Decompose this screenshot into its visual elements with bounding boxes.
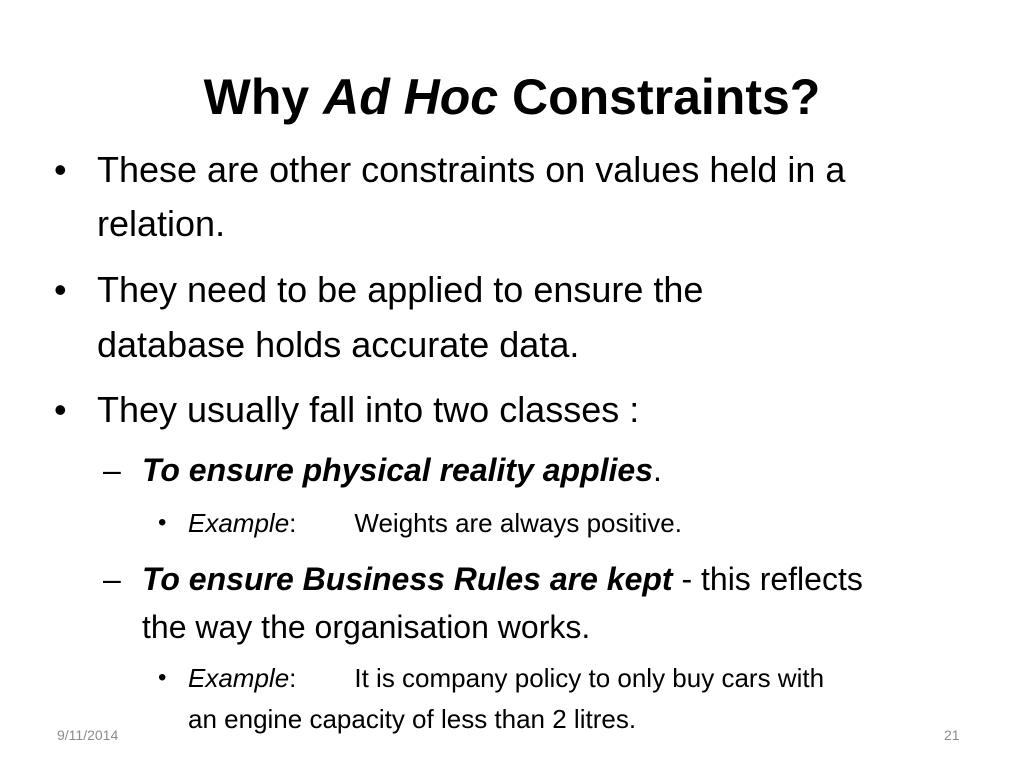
example-1-label: Example (188, 508, 290, 538)
sub-bullet-2-emphasis: To ensure Business Rules are kept (142, 561, 673, 597)
example-marker: • (158, 664, 167, 691)
sub-bullet-1 (142, 446, 662, 494)
sub-bullet-dash: – (103, 561, 121, 597)
example-2-text: It is company policy to only buy cars with (354, 663, 825, 693)
bullet-1-line-1: These are other constraints on values held in a (97, 149, 846, 190)
sub-bullet-dash: – (103, 452, 121, 488)
sub-bullet-2-line-2: the way the organisation works. (142, 609, 591, 645)
bullet-2-line-1: They need to be applied to ensure the (97, 269, 704, 310)
bullet-1-line-2: relation. (97, 203, 226, 244)
example-1-text: Weights are always positive. (354, 508, 682, 538)
example-1 (188, 503, 682, 543)
example-2-line-1 (188, 658, 824, 698)
sub-bullet-1-rest: . (653, 452, 662, 488)
sub-bullet-1-emphasis: To ensure physical reality applies (142, 452, 654, 488)
sub-bullet-2-rest: - this reflects (672, 561, 863, 597)
slide-number: 21 (944, 727, 960, 743)
example-2-line-2: an engine capacity of less than 2 litres. (188, 704, 637, 734)
bullet-3-line-1: They usually fall into two classes : (97, 389, 640, 430)
title-prefix: Why (203, 69, 324, 125)
example-1-colon: : (289, 508, 297, 538)
bullet-marker: • (54, 389, 67, 430)
title-suffix: Constraints? (498, 69, 821, 125)
example-marker: • (158, 509, 167, 536)
bullet-marker: • (54, 269, 67, 310)
example-2-label: Example (188, 663, 290, 693)
bullet-2-line-2: database holds accurate data. (97, 324, 580, 365)
footer-date: 9/11/2014 (57, 727, 119, 743)
title-emphasis: Ad Hoc (323, 69, 499, 125)
bullet-marker: • (54, 149, 67, 190)
sub-bullet-2-line-1 (142, 555, 863, 603)
example-2-colon: : (289, 663, 297, 693)
